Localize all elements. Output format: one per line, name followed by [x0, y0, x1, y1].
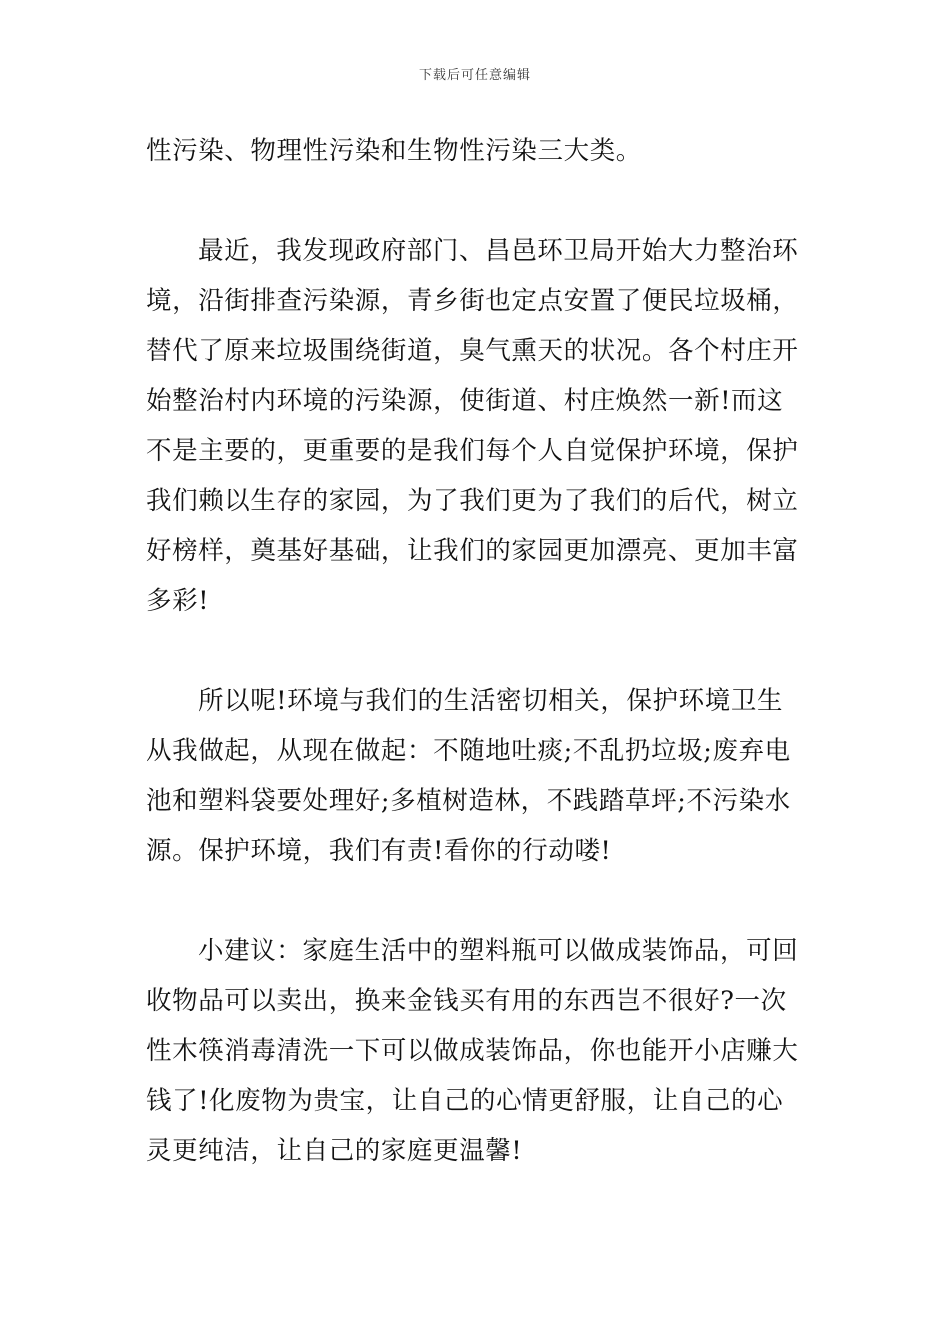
paragraph-2: 最近，我发现政府部门、昌邑环卫局开始大力整治环境，沿街排查污染源，青乡街也定点安置了便民垃圾桶，替代了原来垃圾围绕街道，臭气熏天的状况。各个村庄开始整治村内环境的污染源，使街道、村庄焕然一新!而这不是主要的，更重要的是我们每个人自觉保护环境，保护我们赖以生存的家园，为了我们更为了我们的后代，树立好榜样，奠基好基础，让我们的家园更加漂亮、更加丰富多彩! — [146, 236, 799, 616]
paragraph-spacer — [146, 876, 806, 926]
document-body — [146, 126, 806, 1176]
page-header: 下载后可任意编辑 — [418, 68, 531, 83]
paragraph-spacer — [146, 626, 806, 676]
paragraph-spacer — [146, 176, 806, 226]
paragraph-1: 性污染、物理性污染和生物性污染三大类。 — [146, 136, 642, 166]
paragraph-3: 所以呢!环境与我们的生活密切相关，保护环境卫生从我做起，从现在做起：不随地吐痰;不乱扔垃圾;废弃电池和塑料袋要处理好;多植树造林，不践踏草坪;不污染水源。保护环境，我们有责!看你的行动喽! — [146, 686, 791, 866]
paragraph-4: 小建议：家庭生活中的塑料瓶可以做成装饰品，可回收物品可以卖出，换来金钱买有用的东西岂不很好?一次性木筷消毒清洗一下可以做成装饰品，你也能开小店赚大钱了!化废物为贵宝，让自己的心情更舒服，让自己的心灵更纯洁，让自己的家庭更温馨! — [146, 936, 799, 1166]
